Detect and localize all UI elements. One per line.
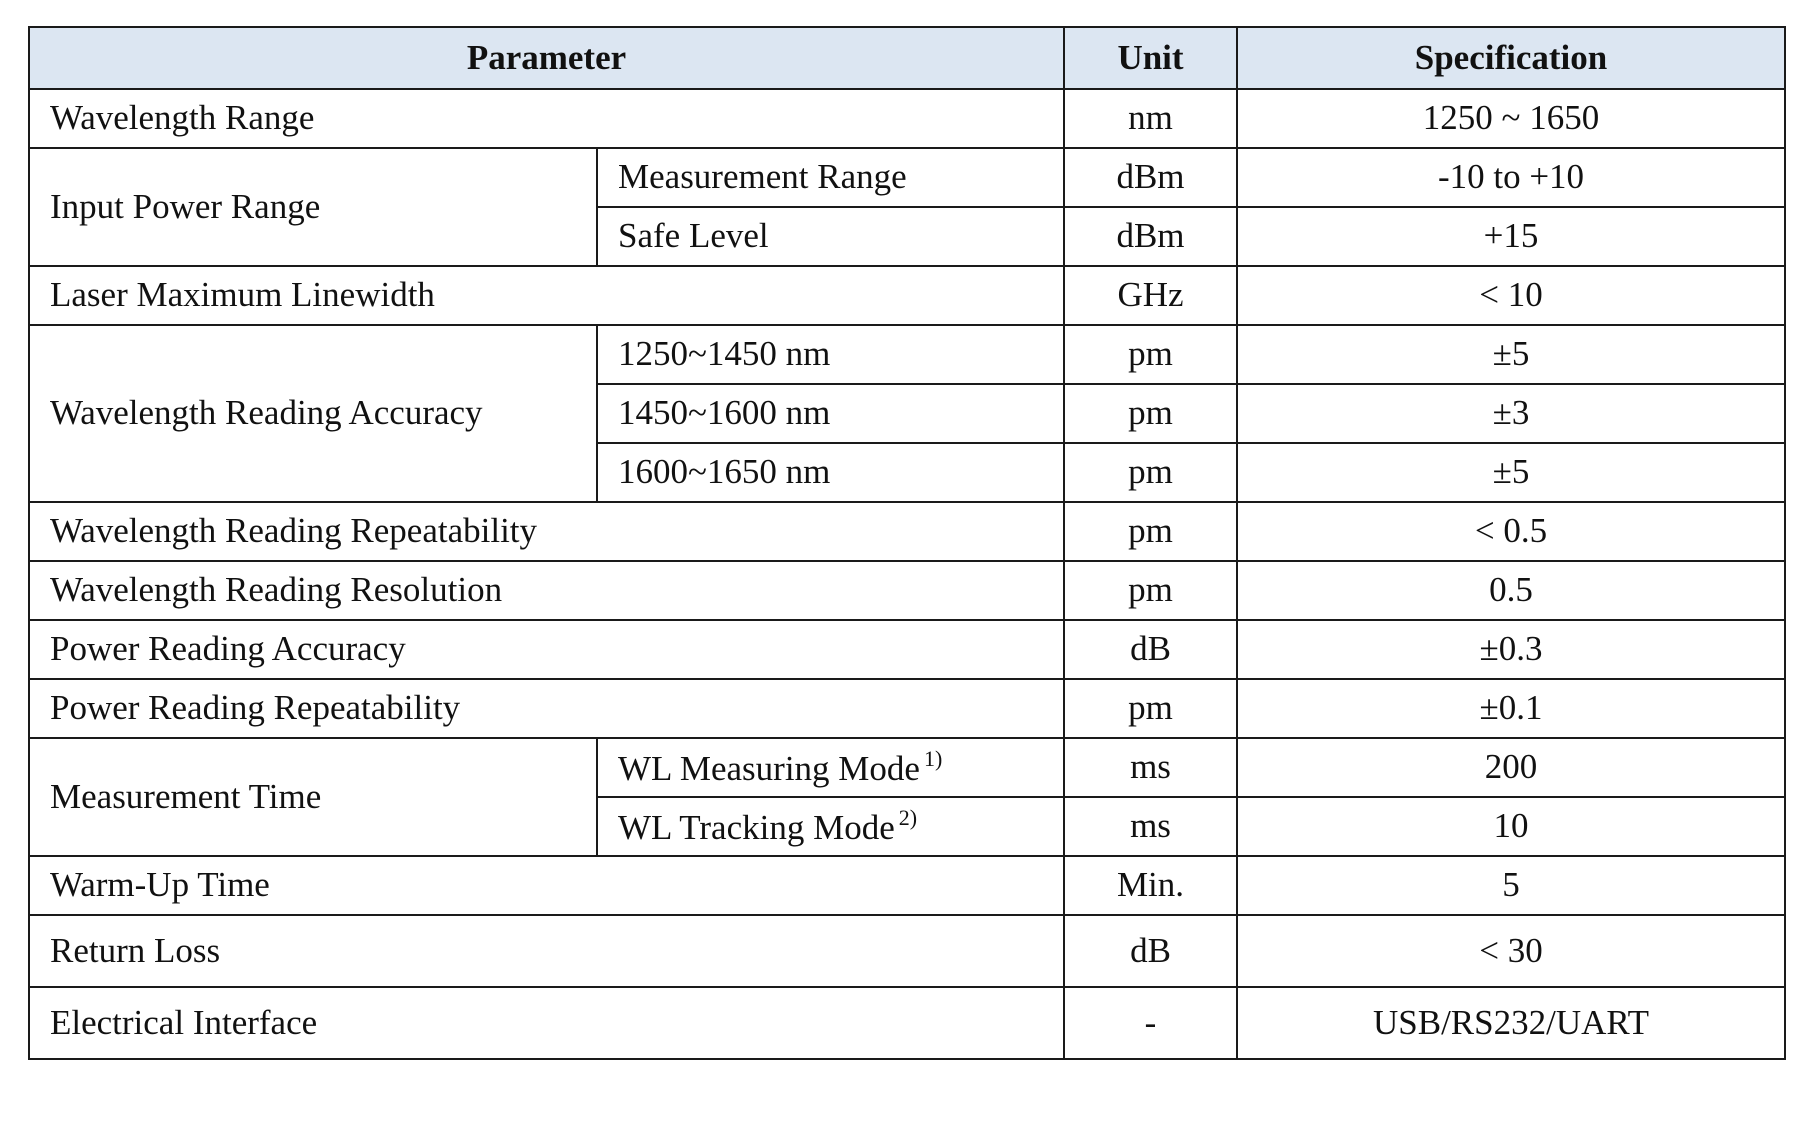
spec-cell: 5 — [1237, 856, 1785, 915]
footnote-marker: 1) — [923, 745, 943, 771]
param-cell: Power Reading Repeatability — [29, 679, 1064, 738]
unit-cell: pm — [1064, 325, 1237, 384]
table-row — [29, 89, 1785, 148]
spec-cell: ±5 — [1237, 443, 1785, 502]
sub-param-label: WL Measuring Mode — [618, 748, 920, 788]
footnote-marker: 2) — [898, 804, 918, 830]
sub-param-cell: Measurement Range — [597, 148, 1064, 207]
unit-cell: ms — [1064, 738, 1237, 797]
sub-param-cell: 1250~1450 nm — [597, 325, 1064, 384]
param-cell: Return Loss — [29, 915, 1064, 987]
table-row — [29, 561, 1785, 620]
unit-cell: dB — [1064, 620, 1237, 679]
spec-cell: ±0.1 — [1237, 679, 1785, 738]
table-row — [29, 620, 1785, 679]
spec-cell: ±0.3 — [1237, 620, 1785, 679]
sub-param-cell: 1450~1600 nm — [597, 384, 1064, 443]
sub-param-cell — [597, 738, 1064, 797]
unit-cell: ms — [1064, 797, 1237, 856]
table-row — [29, 148, 1785, 207]
table-row — [29, 738, 1785, 797]
unit-cell: pm — [1064, 443, 1237, 502]
table-row — [29, 987, 1785, 1059]
spec-cell: +15 — [1237, 207, 1785, 266]
unit-cell: dB — [1064, 915, 1237, 987]
unit-cell: pm — [1064, 384, 1237, 443]
table-row — [29, 266, 1785, 325]
spec-cell: 0.5 — [1237, 561, 1785, 620]
header-parameter: Parameter — [29, 27, 1064, 89]
spec-cell: USB/RS232/UART — [1237, 987, 1785, 1059]
param-cell: Wavelength Range — [29, 89, 1064, 148]
spec-cell: 200 — [1237, 738, 1785, 797]
unit-cell: dBm — [1064, 207, 1237, 266]
sub-param-cell: 1600~1650 nm — [597, 443, 1064, 502]
table-row — [29, 856, 1785, 915]
param-cell: Measurement Time — [29, 738, 597, 856]
sub-param-cell — [597, 797, 1064, 856]
unit-cell: nm — [1064, 89, 1237, 148]
sub-param-label: WL Tracking Mode — [618, 807, 895, 847]
table-row — [29, 325, 1785, 384]
unit-cell: pm — [1064, 561, 1237, 620]
table-row — [29, 679, 1785, 738]
spec-cell: < 30 — [1237, 915, 1785, 987]
table-row — [29, 915, 1785, 987]
unit-cell: GHz — [1064, 266, 1237, 325]
spec-cell: -10 to +10 — [1237, 148, 1785, 207]
spec-cell: ±5 — [1237, 325, 1785, 384]
unit-cell: pm — [1064, 502, 1237, 561]
unit-cell: dBm — [1064, 148, 1237, 207]
param-cell: Wavelength Reading Repeatability — [29, 502, 1064, 561]
param-cell: Power Reading Accuracy — [29, 620, 1064, 679]
spec-cell: < 0.5 — [1237, 502, 1785, 561]
header-row — [29, 27, 1785, 89]
param-cell: Wavelength Reading Accuracy — [29, 325, 597, 502]
unit-cell: - — [1064, 987, 1237, 1059]
param-cell: Electrical Interface — [29, 987, 1064, 1059]
header-unit: Unit — [1064, 27, 1237, 89]
spec-cell: ±3 — [1237, 384, 1785, 443]
unit-cell: Min. — [1064, 856, 1237, 915]
sub-param-cell: Safe Level — [597, 207, 1064, 266]
param-cell: Input Power Range — [29, 148, 597, 266]
param-cell: Laser Maximum Linewidth — [29, 266, 1064, 325]
spec-cell: 10 — [1237, 797, 1785, 856]
unit-cell: pm — [1064, 679, 1237, 738]
header-specification: Specification — [1237, 27, 1785, 89]
spec-cell: 1250 ~ 1650 — [1237, 89, 1785, 148]
specification-table — [28, 26, 1786, 1060]
param-cell: Wavelength Reading Resolution — [29, 561, 1064, 620]
table-row — [29, 502, 1785, 561]
param-cell: Warm-Up Time — [29, 856, 1064, 915]
spec-cell: < 10 — [1237, 266, 1785, 325]
